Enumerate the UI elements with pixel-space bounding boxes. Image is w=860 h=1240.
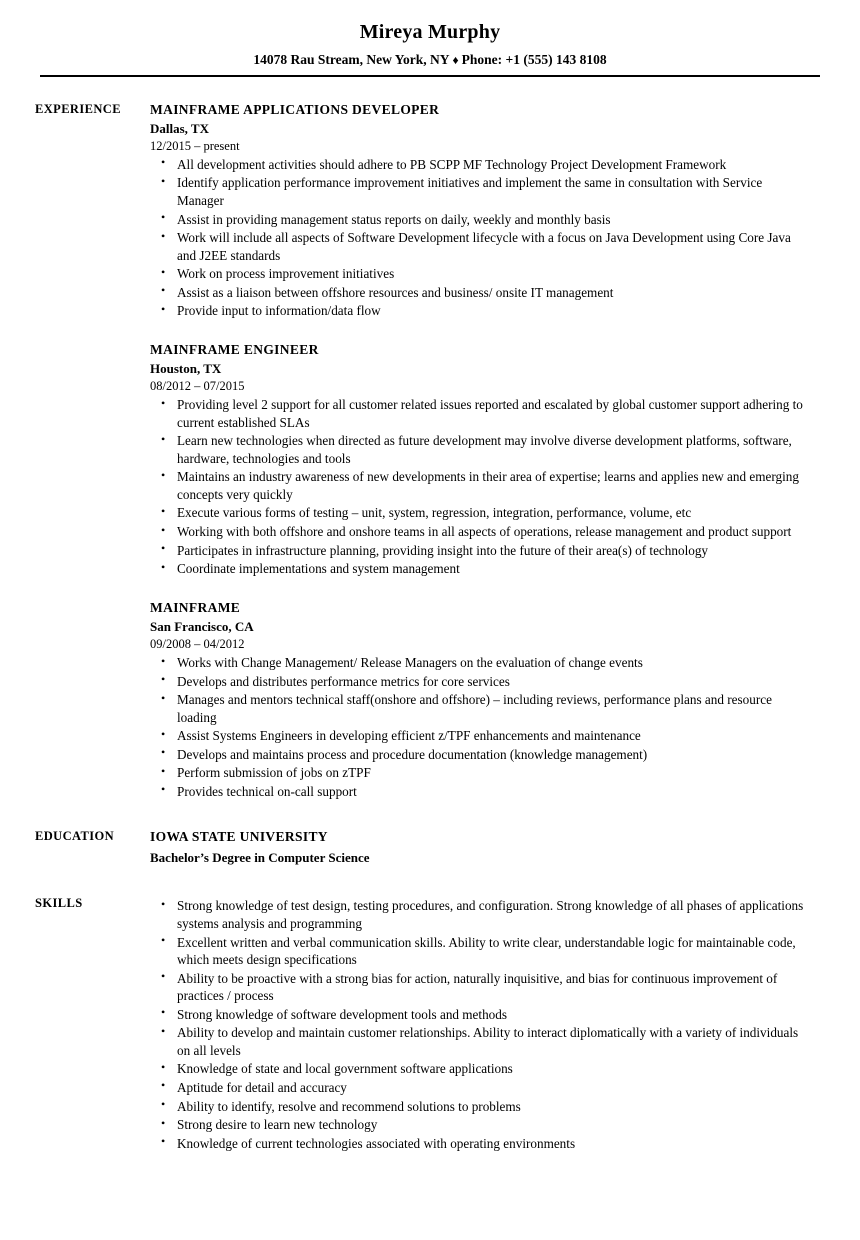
job-location: Dallas, TX <box>150 121 209 137</box>
list-item: • Knowledge of current technologies associated with operating environments <box>150 1135 812 1153</box>
list-item: • Ability to be proactive with a strong bias for action, naturally inquisitive, and bias for continuous improvement of practices / process <box>150 970 812 1005</box>
job-dates: 12/2015 – present <box>150 138 240 153</box>
experience-body <box>150 101 812 802</box>
skills-list <box>150 897 812 1152</box>
list-item: • Work on process improvement initiatives <box>150 265 812 283</box>
list-item: • Ability to identify, resolve and recommend solutions to problems <box>150 1098 812 1116</box>
list-item: • Coordinate implementations and system management <box>150 560 812 578</box>
job-dates: 09/2008 – 04/2012 <box>150 636 245 651</box>
resume-header <box>0 0 860 77</box>
header-divider <box>40 75 820 77</box>
list-item: • Develops and maintains process and procedure documentation (knowledge management) <box>150 746 812 764</box>
job-title: MAINFRAME ENGINEER <box>150 341 319 357</box>
school-name: IOWA STATE UNIVERSITY <box>150 829 328 845</box>
job-location: San Francisco, CA <box>150 619 254 635</box>
experience-section <box>0 101 860 802</box>
list-item: • Provides technical on-call support <box>150 783 812 801</box>
diamond-separator-icon: ♦ <box>452 53 459 67</box>
job-entry <box>150 599 812 801</box>
contact-address: 14078 Rau Stream, New York, NY <box>253 52 450 67</box>
education-body <box>150 828 812 866</box>
list-item: • Participates in infrastructure planning, providing insight into the future of their area(s) of technology <box>150 542 812 560</box>
list-item: • All development activities should adhere to PB SCPP MF Technology Project Development Framework <box>150 156 812 174</box>
list-item: • Knowledge of state and local government software applications <box>150 1060 812 1078</box>
job-entry <box>150 341 812 578</box>
list-item: • Perform submission of jobs on zTPF <box>150 764 812 782</box>
list-item: • Manages and mentors technical staff(onshore and offshore) – including reviews, performance plans and resource loading <box>150 691 812 726</box>
section-label-education: EDUCATION <box>35 829 115 844</box>
job-location: Houston, TX <box>150 361 222 377</box>
list-item: • Strong desire to learn new technology <box>150 1116 812 1134</box>
list-item: • Working with both offshore and onshore teams in all aspects of operations, release management and product support <box>150 523 812 541</box>
job-responsibility-list <box>150 654 812 800</box>
list-item: • Provide input to information/data flow <box>150 302 812 320</box>
list-item: • Maintains an industry awareness of new developments in their area of expertise; learns and applies new and emerging concepts very quickly <box>150 468 812 503</box>
list-item: • Works with Change Management/ Release Managers on the evaluation of change events <box>150 654 812 672</box>
section-label-experience: EXPERIENCE <box>35 101 121 116</box>
list-item: • Work will include all aspects of Software Development lifecycle with a focus on Java Development using Core Java and J2EE standards <box>150 229 812 264</box>
job-title: MAINFRAME <box>150 599 241 615</box>
skills-body <box>150 895 812 1153</box>
list-item: • Identify application performance improvement initiatives and implement the same in consultation with Service Manager <box>150 174 812 209</box>
list-item: • Execute various forms of testing – unit, system, regression, integration, performance, volume, etc <box>150 504 812 522</box>
degree-name: Bachelor’s Degree in Computer Science <box>150 849 370 865</box>
list-item: • Strong knowledge of software development tools and methods <box>150 1006 812 1024</box>
job-title: MAINFRAME APPLICATIONS DEVELOPER <box>150 101 440 117</box>
list-item: • Strong knowledge of test design, testing procedures, and configuration. Strong knowledge of all phases of applications systems analysis and programming <box>150 897 812 932</box>
candidate-name: Mireya Murphy <box>359 21 501 43</box>
list-item: • Assist in providing management status reports on daily, weekly and monthly basis <box>150 211 812 229</box>
list-item: • Assist as a liaison between offshore resources and business/ onsite IT management <box>150 284 812 302</box>
job-entry <box>150 101 812 320</box>
contact-line <box>0 51 860 69</box>
list-item: • Ability to develop and maintain customer relationships. Ability to interact diplomatically with a variety of individuals on all levels <box>150 1024 812 1059</box>
job-responsibility-list <box>150 396 812 577</box>
contact-phone: Phone: +1 (555) 143 8108 <box>461 52 607 67</box>
list-item: • Providing level 2 support for all customer related issues reported and escalated by global customer support adhering to current established SLAs <box>150 396 812 431</box>
list-item: • Develops and distributes performance metrics for core services <box>150 673 812 691</box>
education-section <box>0 828 860 866</box>
skills-section <box>0 895 860 1153</box>
section-label-skills: SKILLS <box>35 896 83 911</box>
list-item: • Aptitude for detail and accuracy <box>150 1079 812 1097</box>
list-item: • Assist Systems Engineers in developing efficient z/TPF enhancements and maintenance <box>150 727 812 745</box>
list-item: • Excellent written and verbal communication skills. Ability to write clear, understandable logic for maintainable code, which meets design specifications <box>150 934 812 969</box>
list-item: • Learn new technologies when directed as future development may involve diverse development platforms, software, hardware, technologies and tools <box>150 432 812 467</box>
job-responsibility-list <box>150 156 812 320</box>
job-dates: 08/2012 – 07/2015 <box>150 378 245 393</box>
